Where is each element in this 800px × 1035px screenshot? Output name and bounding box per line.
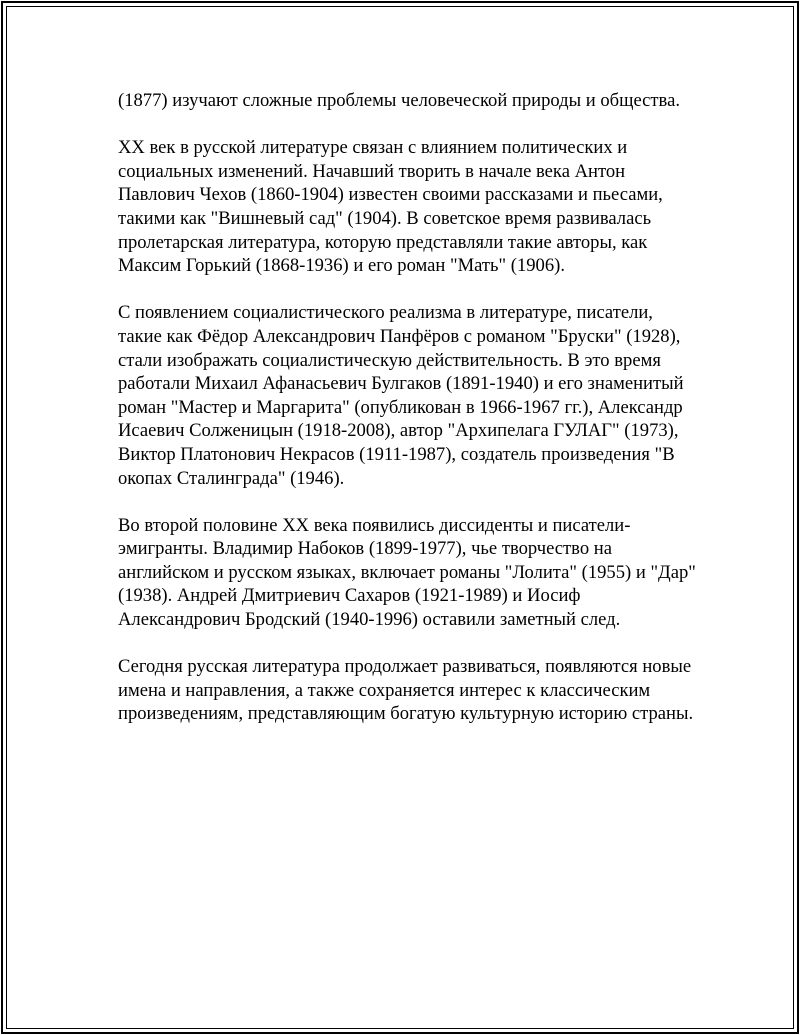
paragraph-1: (1877) изучают сложные проблемы человеческой природы и общества.	[118, 90, 680, 111]
paragraph-2: XX век в русской литературе связан с влиянием политических и социальных изменений. Начавший творить в начале века Антон Павлович Чехов (1860-1904) известен своими рассказами и пьесами, такими как "Вишневый сад" (1904). В советское время развивалась пролетарская литература, которую представляли такие авторы, как Максим Горький (1868-1936) и его роман "Мать" (1906).	[118, 137, 663, 277]
paragraph-3: С появлением социалистического реализма в литературе, писатели, такие как Фёдор Александрович Панфёров с романом "Бруски" (1928), стали изображать социалистическую действительность. В это время работали Михаил Афанасьевич Булгаков (1891-1940) и его знаменитый роман "Мастер и Маргарита" (опубликован в 1966-1967 гг.), Александр Исаевич Солженицын (1918-2008), автор "Архипелага ГУЛАГ" (1973), Виктор Платонович Некрасов (1911-1987), создатель произведения "В окопах Сталинграда" (1946).	[118, 302, 684, 489]
paragraph-4: Во второй половине XX века появились диссиденты и писатели-эмигранты. Владимир Набоков (1899-1977), чье творчество на английском и русском языках, включает романы "Лолита" (1955) и "Дар" (1938). Андрей Дмитриевич Сахаров (1921-1989) и Иосиф Александрович Бродский (1940-1996) оставили заметный след.	[118, 514, 696, 631]
document-body	[118, 89, 698, 750]
paragraph-5: Сегодня русская литература продолжает развиваться, появляются новые имена и направления, а также сохраняется интерес к классическим произведениям, представляющим богатую культурную историю страны.	[118, 656, 694, 725]
